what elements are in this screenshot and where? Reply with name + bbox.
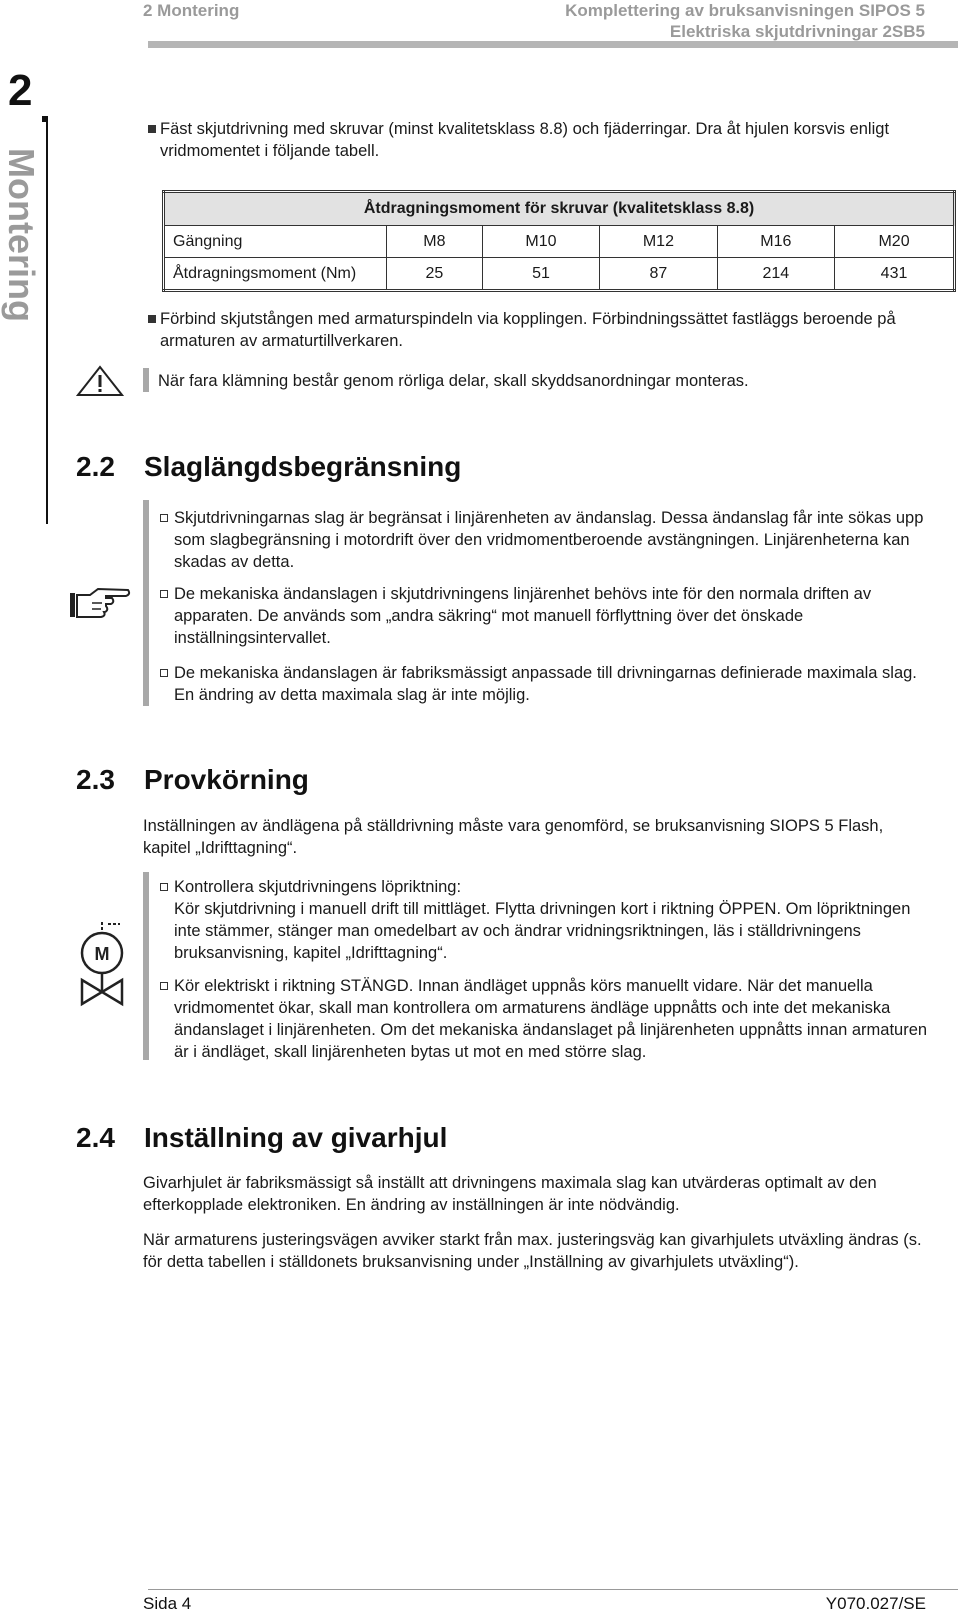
- table-cell: M10: [482, 226, 599, 258]
- list-item: [160, 583, 940, 649]
- bullet-square-icon: [160, 883, 168, 891]
- table-cell: M20: [835, 226, 955, 258]
- paragraph: Givarhjulet är fabriksmässigt så inställt att drivningens maximala slag kan utvärderas optimalt av den efterkopplade elektroniken. En ändring av inställningen är inte nödvändig.: [143, 1174, 877, 1214]
- chapter-title: Montering: [1, 148, 42, 322]
- section-title: Slaglängdsbegränsning: [144, 451, 462, 482]
- section-heading-2-3: [76, 764, 309, 796]
- list-item: [148, 118, 938, 162]
- pointing-hand-icon: [68, 585, 132, 623]
- list-item-text: Kör elektriskt i riktning STÄNGD. Innan ändläget uppnås körs manuellt vidare. När det manuella vridmomentet ökar, skall man kontrollera om armaturens ändläge uppnåtts och inte det mekaniska ändanslaget i linjärenheten. Om det mekaniska ändanslaget på linjärenheten uppnåtts innan armaturen är i ändläget, skall linjärenheten bytas ut mot en med större slag.: [174, 977, 928, 1061]
- bullet-square-icon: [148, 125, 156, 133]
- table-row: [164, 226, 955, 258]
- section-number: 2.3: [76, 764, 115, 795]
- note-bar: [143, 500, 149, 706]
- header-doc-title-2: Elektriska skjutdrivningar 2SB5: [669, 22, 925, 41]
- table-cell: M16: [717, 226, 834, 258]
- list-item-text: Kör skjutdrivning i manuell drift till mittläget. Flytta drivningen kort i riktning ÖPPEN. Om löpriktningen inte stämmer, stänger man omedelbart av och ändrar vridningsriktningen, läs i ställdrivningens bruksanvisning, kapitel „Idrifttagning“.: [174, 900, 911, 962]
- torque-table: [162, 190, 956, 292]
- chapter-side-line: [46, 116, 48, 524]
- list-item: [160, 507, 940, 573]
- list-item-head: Kontrollera skjutdrivningens löpriktning:: [174, 878, 462, 896]
- list-item: [160, 975, 940, 1063]
- section-number: 2.4: [76, 1122, 115, 1153]
- list-item: [160, 876, 940, 964]
- header-doc-title-1: Komplettering av bruksanvisningen SIPOS 5: [565, 1, 925, 20]
- table-row: [164, 258, 955, 291]
- section-title: Provkörning: [144, 764, 309, 795]
- section-intro: Inställningen av ändlägena på ställdrivning måste vara genomförd, se bruksanvisning SIOPS 5 Flash, kapitel „Idrifttagning“.: [143, 817, 884, 857]
- bullet-square-icon: [160, 590, 168, 598]
- table-cell: 87: [600, 258, 717, 291]
- document-id: Y070.027/SE: [825, 1594, 926, 1613]
- section-heading-2-2: [76, 451, 461, 483]
- list-item: [160, 662, 940, 706]
- bullet-square-icon: [160, 514, 168, 522]
- list-item: [148, 308, 938, 352]
- chapter-side-title: [2, 148, 46, 328]
- warning-bar: [143, 368, 149, 392]
- header-rule: [148, 41, 958, 48]
- table-cell: 214: [717, 258, 834, 291]
- page-number: Sida 4: [143, 1594, 192, 1613]
- list-item-text: Förbind skjutstången med armaturspindeln via kopplingen. Förbindningssättet fastläggs beroende på armaturen av armaturtillverkaren.: [160, 310, 896, 350]
- table-row-label: Åtdragningsmoment (Nm): [164, 258, 387, 291]
- table-cell: 431: [835, 258, 955, 291]
- procedure-bar: [143, 872, 149, 1060]
- section-title: Inställning av givarhjul: [144, 1122, 448, 1153]
- bullet-square-icon: [148, 315, 156, 323]
- list-item-text: De mekaniska ändanslagen är fabriksmässigt anpassade till drivningarnas definierade maximala slag. En ändring av detta maximala slag är inte möjlig.: [174, 664, 917, 704]
- list-item-text: Fäst skjutdrivning med skruvar (minst kvalitetsklass 8.8) och fjäderringar. Dra åt hjulen korsvis enligt vridmomentet i följande tabell.: [160, 120, 890, 160]
- section-number: 2.2: [76, 451, 115, 482]
- table-cell: M12: [600, 226, 717, 258]
- section-heading-2-4: [76, 1122, 447, 1154]
- motor-valve-icon: [78, 920, 126, 1010]
- table-row-label: Gängning: [164, 226, 387, 258]
- table-cell: 51: [482, 258, 599, 291]
- motor-label: M: [94, 944, 110, 964]
- table-title: Åtdragningsmoment för skruvar (kvalitetsklass 8.8): [164, 192, 955, 226]
- table-cell: 25: [387, 258, 483, 291]
- footer-rule: [148, 1589, 958, 1590]
- list-item-text: Skjutdrivningarnas slag är begränsat i linjärenheten av ändanslag. Dessa ändanslag får inte sökas upp som slagbegränsning i motordrift över den vridmomentberoende avstängningen. Linjärenheterna kan skadas av detta.: [174, 509, 924, 571]
- chapter-number: 2: [8, 66, 33, 115]
- warning-text: När fara klämning består genom rörliga delar, skall skyddsanordningar monteras.: [158, 372, 749, 390]
- paragraph: När armaturens justeringsvägen avviker starkt från max. justeringsväg kan givarhjulets utväxling ändras (s. för detta tabellen i ställdonets bruksanvisning under „Inställning av givarhjulets utväxling“).: [143, 1231, 922, 1271]
- warning-triangle-icon: [76, 365, 124, 397]
- list-item-text: De mekaniska ändanslagen i skjutdrivningens linjärenhet behövs inte för den normala driften av apparaten. De används som „andra säkring“ mot manuell förflyttning över det önskade inställningsintervallet.: [174, 585, 872, 647]
- bullet-square-icon: [160, 669, 168, 677]
- table-cell: M8: [387, 226, 483, 258]
- bullet-square-icon: [160, 982, 168, 990]
- header-section: 2 Montering: [143, 1, 240, 20]
